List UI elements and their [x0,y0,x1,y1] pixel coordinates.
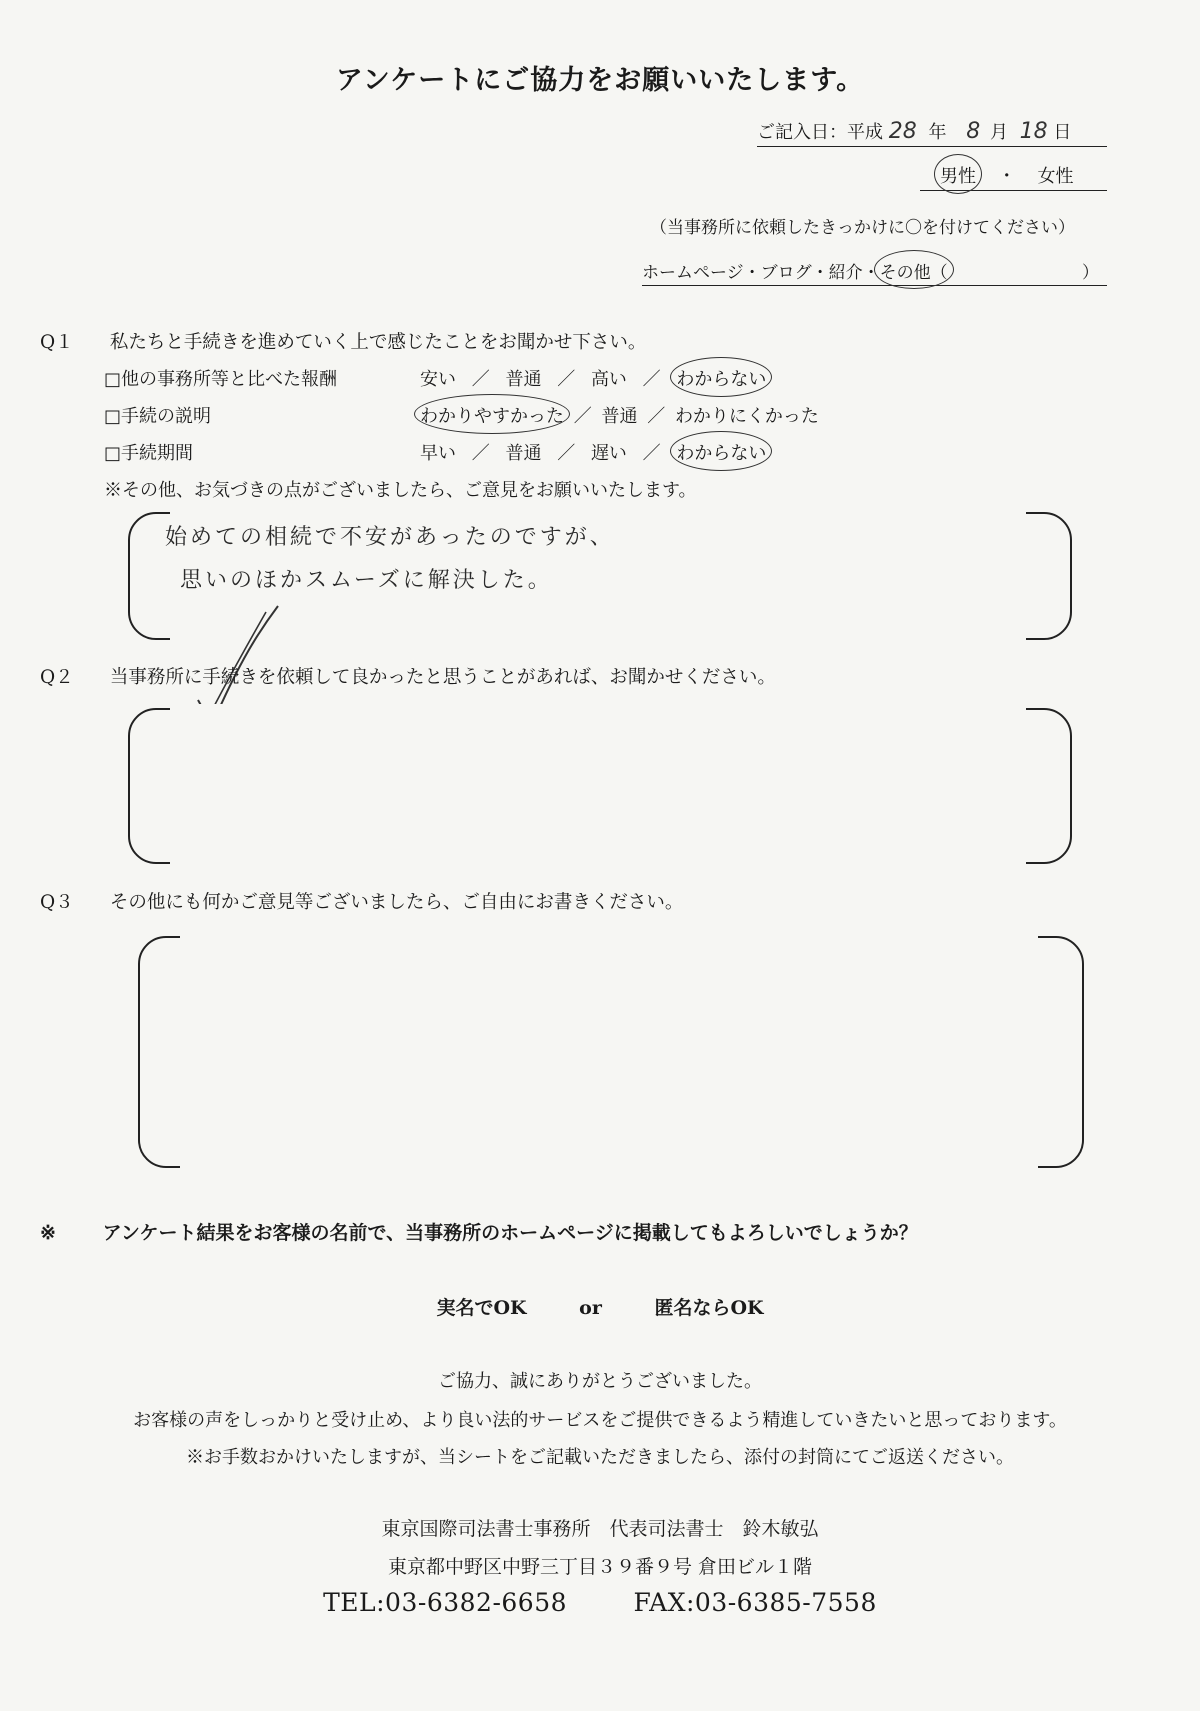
option-normal[interactable]: 普通 [601,406,638,427]
option-separator: ／ [557,369,576,390]
option-separator: ／ [642,443,661,464]
q3-number: Q３ [40,892,74,913]
trigger-referral[interactable]: 紹介 [828,263,863,283]
footer-tel: TEL:03-6382-6658 [323,1588,568,1617]
q1-item-period-options [420,439,766,465]
entry-date-year-unit: 年 [928,122,947,143]
footer-address: 東京都中野区中野三丁目３９番９号 倉田ビル１階 [387,1556,813,1578]
publish-options [0,1293,1200,1320]
option-separator: ／ [471,443,490,464]
closing-return-note: ※お手数おかけいたしますが、当シートをご記載いただきましたら、添付の封筒にてご返送ください。 [186,1447,1014,1468]
q3-text: その他にも何かご意見等ございましたら、ご自由にお書きください。 [109,892,684,913]
option-slow[interactable]: 遅い [590,443,627,464]
q1-heading [40,328,646,354]
q2-text: 当事務所に手続きを依頼して良かったと思うことがあれば、お聞かせください。 [109,667,776,688]
option-separator: ／ [642,369,661,390]
publish-or: or [579,1297,602,1319]
footer-fax: FAX:03-6385-7558 [633,1588,877,1617]
trigger-options-line [642,258,1107,286]
entry-date-line [757,118,1107,147]
q2-number: Q２ [40,667,74,688]
option-expensive[interactable]: 高い [590,369,627,390]
q1-note: ※その他、お気づきの点がございましたら、ご意見をお願いいたします。 [104,480,697,501]
entry-date-month[interactable]: 8 [966,119,981,144]
q1-text: 私たちと手続きを進めていく上で感じたことをお聞かせ下さい。 [109,332,647,353]
q1-number: Q１ [40,332,74,353]
q3-heading [40,888,683,914]
q1-answer-line2: 思いのほかスムーズに解決した。 [180,568,553,593]
gender-separator: ・ [997,166,1016,187]
trigger-dot: ・ [743,263,761,283]
trigger-blog[interactable]: ブログ [760,263,812,283]
option-unknown-selected[interactable]: わからない [676,365,766,391]
option-normal[interactable]: 普通 [505,443,542,464]
trigger-other-close: ） [1082,263,1099,283]
gender-female[interactable]: 女性 [1037,166,1074,187]
publish-mark: ※ [40,1222,56,1244]
option-separator: ／ [471,369,490,390]
entry-date-month-unit: 月 [989,122,1008,143]
closing-thanks: ご協力、誠にありがとうございました。 [438,1371,762,1392]
option-anonymous[interactable]: 匿名ならOK [654,1297,764,1319]
trigger-other[interactable]: その他（ [880,258,948,283]
form-title: アンケートにご協力をお願いいたします。 [335,65,865,96]
q1-answer-line1: 始めての相続で不安があったのですが、 [165,525,615,550]
option-normal[interactable]: 普通 [505,369,542,390]
publish-question [40,1218,918,1245]
option-unknown-selected[interactable]: わからない [676,439,766,465]
option-easy-selected[interactable]: わかりやすかった [420,402,564,428]
q1-item-fee-options [420,365,766,391]
option-separator: ／ [647,406,666,427]
gender-line [920,162,1107,191]
footer-office: 東京国際司法書士事務所 代表司法書士 鈴木敏弘 [381,1518,819,1540]
entry-date-label: ご記入日：平成 [757,122,883,143]
entry-date-day[interactable]: 18 [1019,119,1048,144]
trigger-dot: ・ [862,263,880,283]
q1-item-period-label[interactable]: □手続期間 [104,443,194,464]
option-separator: ／ [557,443,576,464]
option-cheap[interactable]: 安い [420,369,456,390]
trigger-instruction: （当事務所に依頼したきっかけに〇を付けてください） [650,218,1075,238]
option-real-name[interactable]: 実名でOK [436,1297,527,1319]
footer-contact [0,1588,1200,1617]
option-separator: ／ [573,406,592,427]
closing-message: お客様の声をしっかりと受け止め、より良い法的サービスをご提供できるよう精進していきたいと思っております。 [133,1410,1067,1431]
q1-item-explanation-label[interactable]: □手続の説明 [104,406,212,427]
q2-heading [40,663,776,689]
option-hard[interactable]: わかりにくかった [674,406,819,427]
trigger-dot: ・ [811,263,829,283]
entry-date-day-unit: 日 [1053,122,1072,143]
option-fast[interactable]: 早い [420,443,456,464]
gender-male[interactable]: 男性 [940,162,976,188]
q1-item-explanation-options [420,402,819,428]
trigger-homepage[interactable]: ホームページ [642,263,744,283]
q1-item-fee-label[interactable]: □他の事務所等と比べた報酬 [104,369,338,390]
entry-date-year[interactable]: 28 [888,119,917,144]
publish-text: アンケート結果をお客様の名前で、当事務所のホームページに掲載してもよろしいでしょうか？ [102,1222,918,1244]
